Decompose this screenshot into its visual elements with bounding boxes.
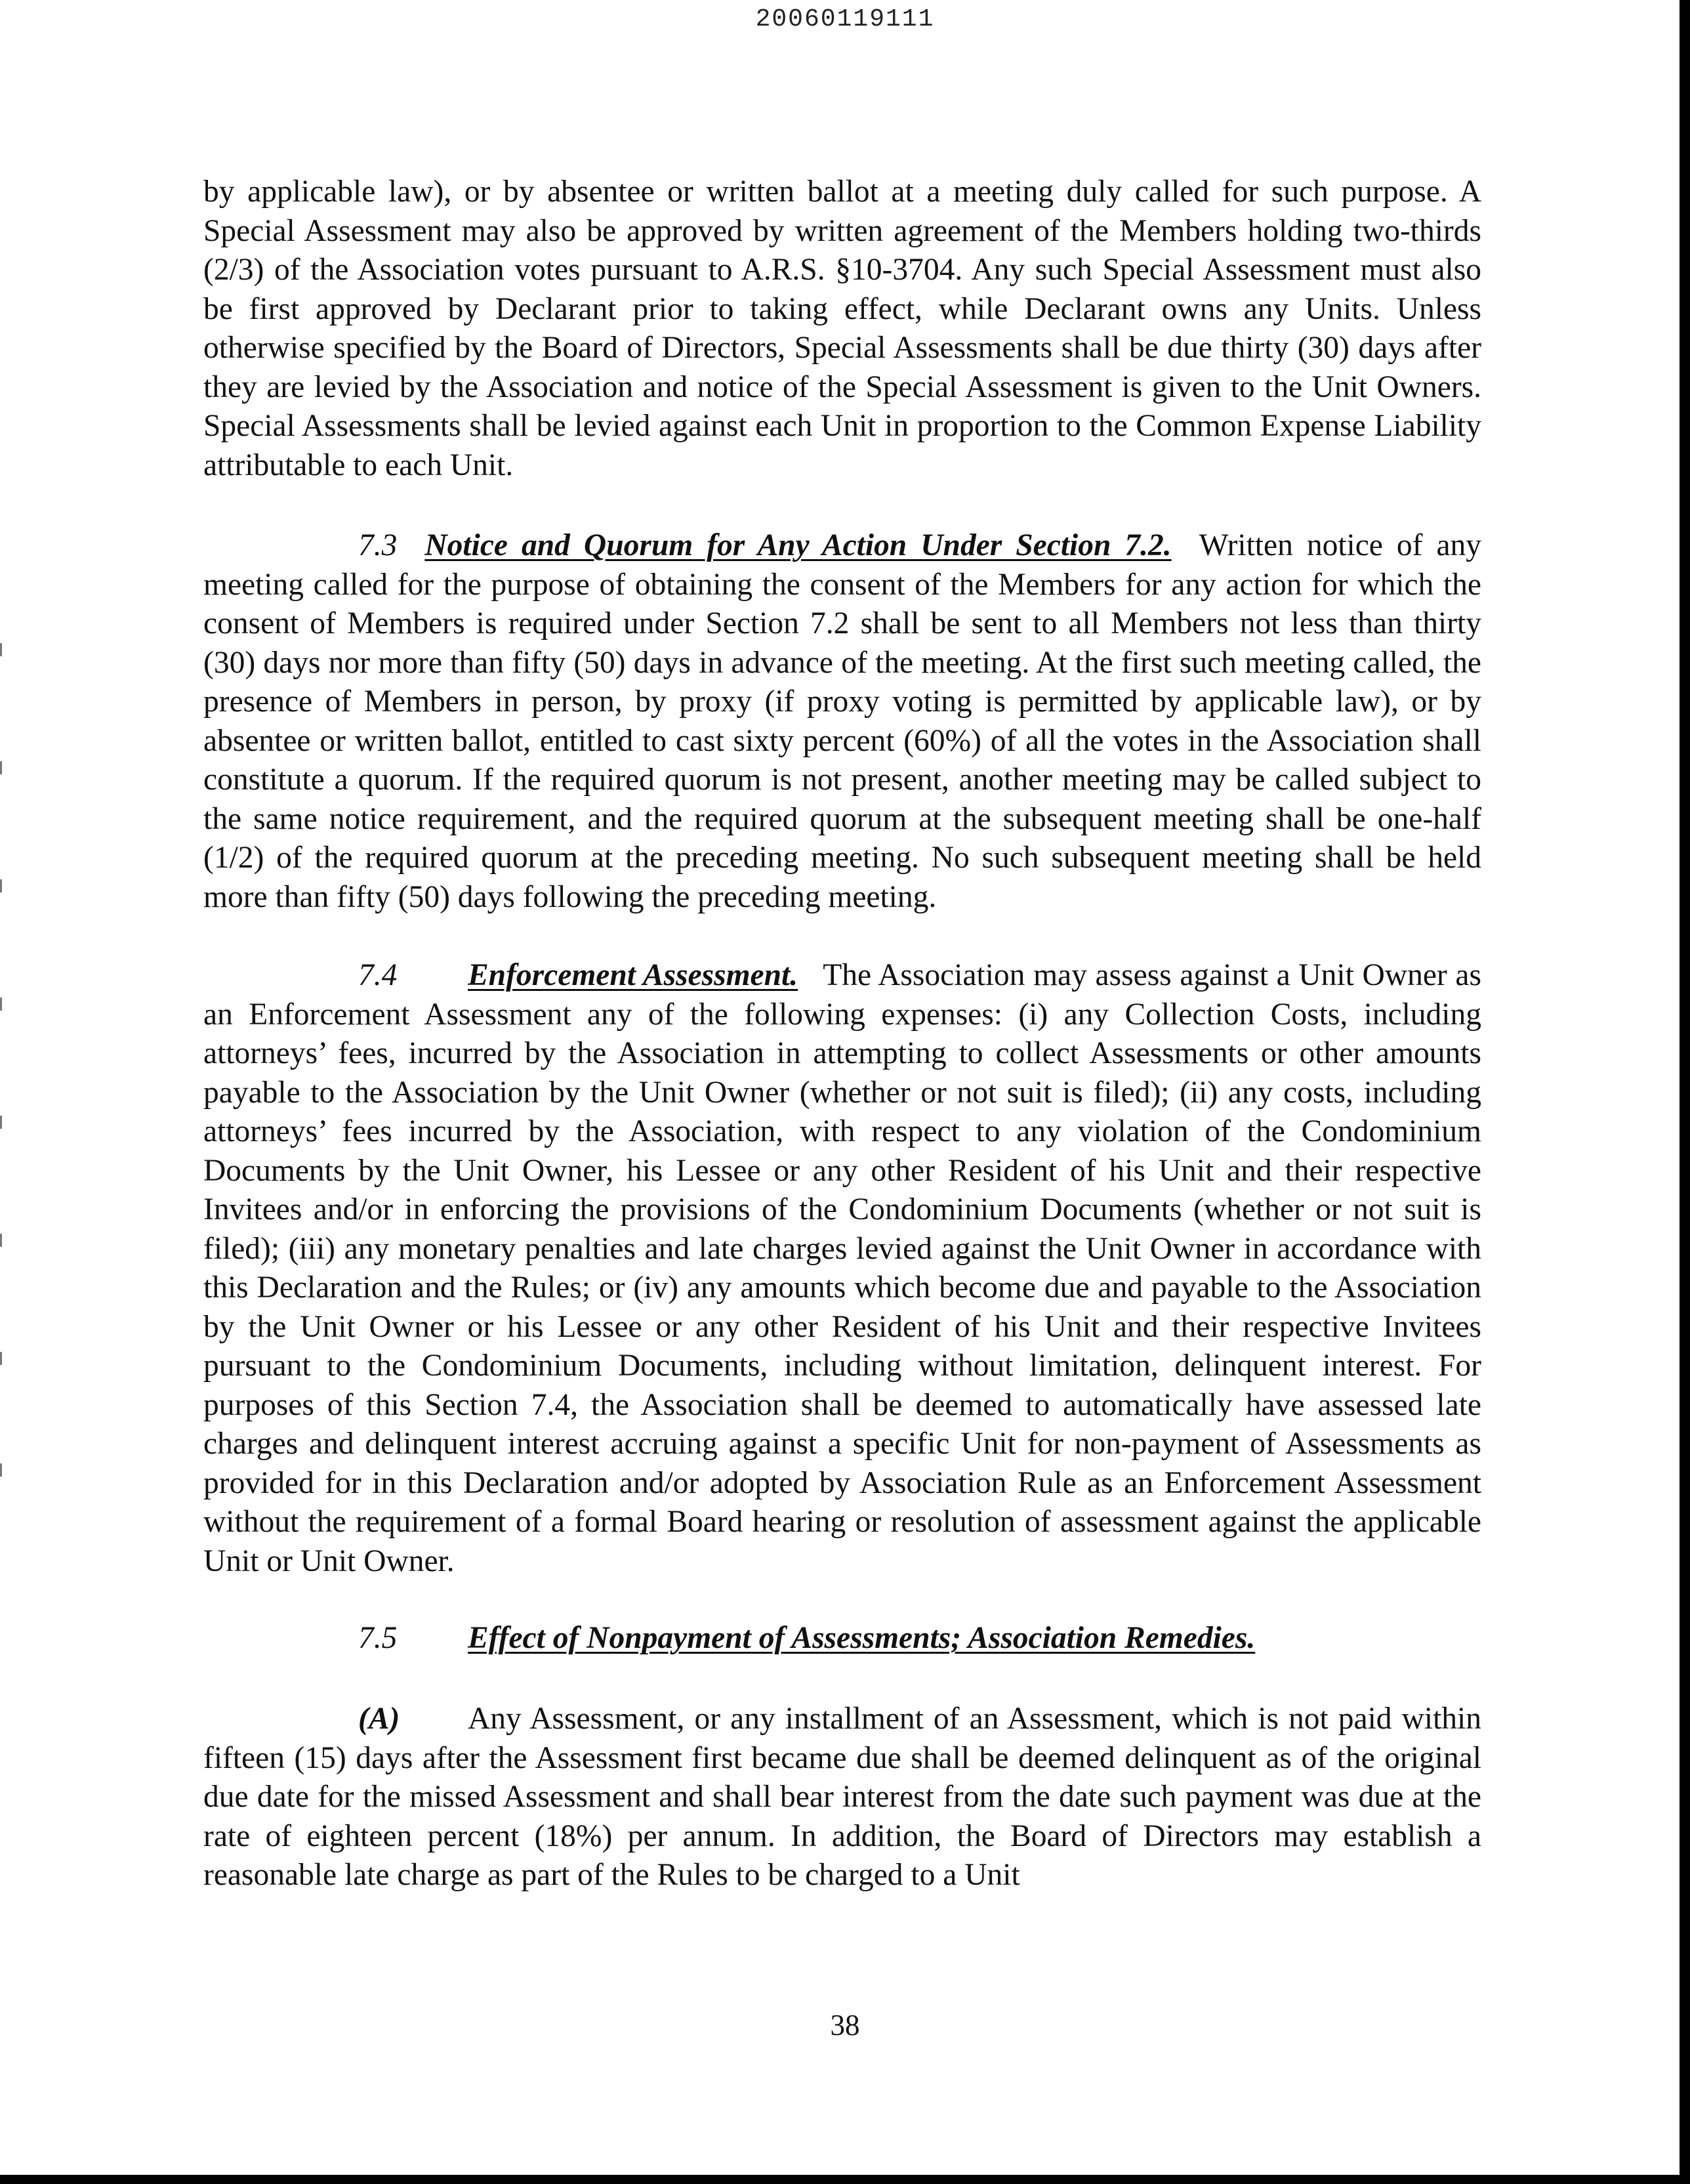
scan-artifact: [0, 1352, 2, 1365]
subsection-text: Any Assessment, or any installment of an Assessment, which is not paid within fifteen (15) days after the Assessment first became due shall be deemed delinquent as of the original due date for the missed Assessment and shall bear interest from the date such payment was due at the rate of eighteen percent (18%) per annum. In addition, the Board of Directors may establish a reasonable late charge as part of the Rules to be charged to a Unit: [203, 1702, 1481, 1892]
scan-artifact: [0, 998, 2, 1011]
scan-artifact: [0, 643, 2, 656]
paragraph-text: by applicable law), or by absentee or written ballot at a meeting duly called for such purpose. A Special Assessment may also be approved by written agreement of the Members holding two-thirds (2/3) of the Association votes pursuant to A.R.S. §10-3704. Any such Special Assessment must also be first approved by Declarant prior to taking effect, while Declarant owns any Units. Unless otherwise specified by the Board of Directors, Special Assessments shall be due thirty (30) days after they are levied by the Association and notice of the Special Assessment is given to the Unit Owners. Special Assessments shall be levied against each Unit in proportion to the Common Expense Liability attributable to each Unit.: [203, 175, 1481, 482]
section-title: Notice and Quorum for Any Action Under Section 7.2.: [424, 528, 1172, 562]
scan-artifact: [0, 879, 2, 892]
section-number: 7.3: [358, 528, 398, 562]
scan-border-bottom: [0, 2175, 1690, 2184]
section-number: 7.5: [358, 1621, 398, 1655]
section-title: Enforcement Assessment.: [468, 958, 798, 992]
section-title: Effect of Nonpayment of Assessments; Association Remedies.: [468, 1621, 1256, 1655]
section-number: 7.4: [358, 958, 398, 992]
scan-artifact: [0, 761, 2, 774]
scan-artifact: [0, 1234, 2, 1247]
section-7-3-paragraph: [203, 526, 1481, 917]
subsection-a: [203, 1700, 1481, 1895]
section-7-5: [203, 1619, 1481, 1658]
section-7-4: [203, 956, 1481, 1581]
document-number: 20060119111: [755, 5, 935, 33]
scan-border-right: [1680, 0, 1690, 2184]
scan-artifact: [0, 1463, 2, 1477]
section-7-5-heading: [203, 1619, 1481, 1658]
section-text: The Association may assess against a Unit Owner as an Enforcement Assessment any of the following expenses: (i) any Collection Costs, including attorneys’ fees, incurred by the Association in attempting to collect Assessments or other amounts payable to the Association by the Unit Owner (whether or not suit is filed); (ii) any costs, including attorneys’ fees incurred by the Association, with respect to any violation of the Condominium Documents by the Unit Owner, his Lessee or any other Resident of his Unit and their respective Invitees and/or in enforcing the provisions of the Condominium Documents (whether or not suit is filed); (iii) any monetary penalties and late charges levied against the Unit Owner in accordance with this Declaration and the Rules; or (iv) any amounts which become due and payable to the Association by the Unit Owner or his Lessee or any other Resident of his Unit and their respective Invitees pursuant to the Condominium Documents, including without limitation, delinquent interest. For purposes of this Section 7.4, the Association shall be deemed to automatically have assessed late charges and delinquent interest accruing against a specific Unit for non-payment of Assessments as provided for in this Declaration and/or adopted by Association Rule as an Enforcement Assessment without the requirement of a formal Board hearing or resolution of assessment against the applicable Unit or Unit Owner.: [203, 958, 1482, 1578]
subsection-label: (A): [358, 1702, 400, 1736]
section-7-4-paragraph: [203, 956, 1481, 1581]
section-text: Written notice of any meeting called for the purpose of obtaining the consent of the Members for any action for which the consent of Members is required under Section 7.2 shall be sent to all Members not less than thirty (30) days nor more than fifty (50) days in advance of the meeting. At the first such meeting called, the presence of Members in person, by proxy (if proxy voting is permitted by applicable law), or by absentee or written ballot, entitled to cast sixty percent (60%) of all the votes in the Association shall constitute a quorum. If the required quorum is not present, another meeting may be called subject to the same notice requirement, and the required quorum at the subsequent meeting shall be one-half (1/2) of the required quorum at the preceding meeting. No such subsequent meeting shall be held more than fifty (50) days following the preceding meeting.: [203, 528, 1482, 914]
subsection-a-paragraph: [203, 1700, 1481, 1895]
section-7-3: [203, 526, 1481, 917]
paragraph-continuation: [203, 173, 1481, 485]
scan-artifact: [0, 1116, 2, 1129]
page-number: 38: [830, 2009, 860, 2042]
